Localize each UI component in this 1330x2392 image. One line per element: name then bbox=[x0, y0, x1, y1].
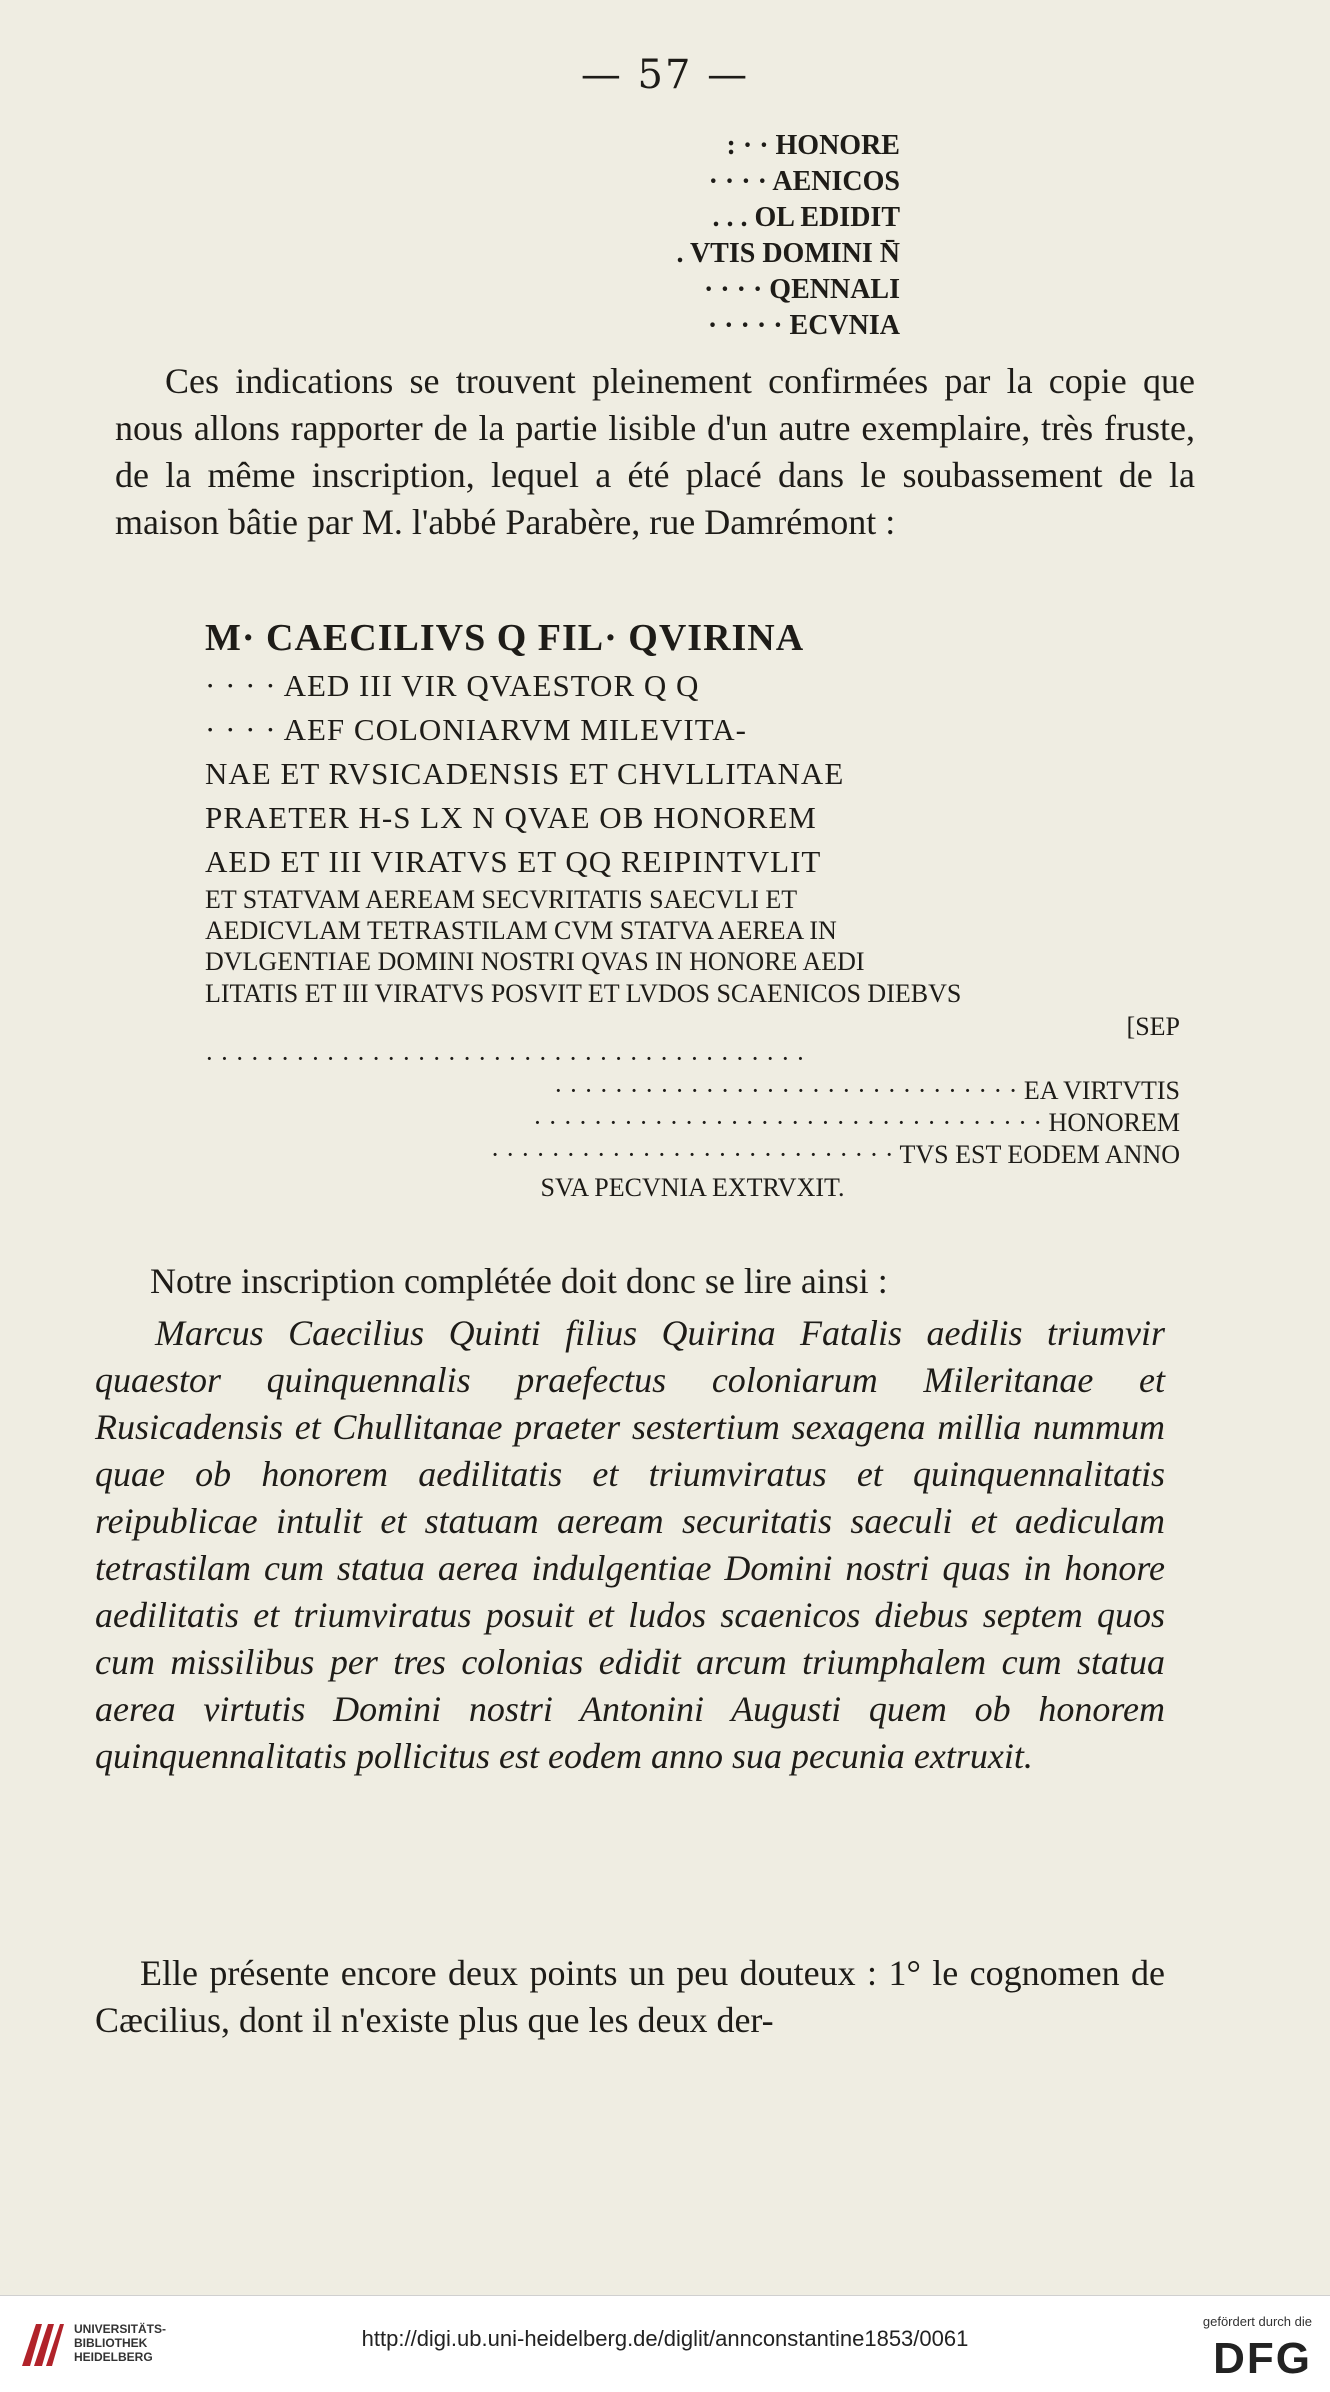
inscription-line: · · · · AEF COLONIARVM MILEVITA- bbox=[205, 712, 747, 747]
inscription-line: [SEP bbox=[1126, 1012, 1180, 1041]
university-library-logo-icon bbox=[16, 2316, 66, 2374]
inscription-line: AEDICVLAM TETRASTILAM CVM STATVA AEREA IN bbox=[205, 916, 837, 945]
inscription-line: · · · · · · · · · · · · · · · · · · · · · · · · · · · · · · · · · · · · · · · · bbox=[205, 1044, 805, 1073]
inscription-line: NAE ET RVSICADENSIS ET CHVLLITANAE bbox=[205, 756, 845, 791]
library-name: UNIVERSITÄTS- BIBLIOTHEK HEIDELBERG bbox=[74, 2322, 167, 2364]
paragraph-2: Notre inscription complétée doit donc se lire ainsi : bbox=[150, 1261, 888, 1301]
inscription-line: · · · · · · · · · · · · · · · · · · · · · · · · · · · · · · · · · · HONOREM bbox=[533, 1108, 1180, 1137]
inscription-line: · · · · AED III VIR QVAESTOR Q Q bbox=[205, 668, 700, 703]
inscription-line: LITATIS ET III VIRATVS POSVIT ET LVDOS SCAENICOS DIEBVS bbox=[205, 979, 962, 1008]
permalink-url[interactable]: http://digi.ub.uni-heidelberg.de/diglit/annconstantine1853/0061 bbox=[361, 2326, 969, 2351]
reading-paragraph: Marcus Caecilius Quinti filius Quirina Fatalis aedilis triumvir quaestor quinquennalis praefectus coloniarum Mileritanae et Rusicadensis et Chullitanae praeter sestertium sexagena millia nummum quae ob honorem aedilitatis et triumviratus et quinquennalitatis reipublicae intulit et statuam aeream securitatis saeculi et aediculam tetrastilam cum statua aerea indulgentiae Domini nostri quas in honore aedilitatis et triumviratus posuit et ludos scaenicos diebus septem quos cum missilibus per tres colonias edidit arcum triumphalem cum statua aerea virtutis Domini nostri Antonini Augusti quem ob honorem quinquennalitatis pollicitus est eodem anno sua pecunia extruxit. bbox=[95, 1313, 1165, 1776]
dfg-logo: DFG bbox=[1213, 2334, 1312, 2383]
fragment-line: . . . OL EDIDIT bbox=[712, 202, 900, 233]
inscription-line: M· CAECILIVS Q FIL· QVIRINA bbox=[205, 617, 805, 659]
fragment-line: · · · · AENICOS bbox=[708, 166, 900, 197]
fragment-line: · · · · QENNALI bbox=[703, 274, 900, 305]
paragraph-3: Elle présente encore deux points un peu douteux : 1° le cognomen de Cæcilius, dont il n'existe plus que les deux der- bbox=[95, 1953, 1165, 2040]
page-number: — 57 — bbox=[580, 52, 750, 98]
inscription-line: PRAETER H-S LX N QVAE OB HONOREM bbox=[205, 800, 817, 835]
inscription-line: AED ET III VIRATVS ET QQ REIPINTVLIT bbox=[205, 844, 822, 879]
paragraph-1: Ces indications se trouvent pleinement confirmées par la copie que nous allons rapporter de la partie lisible d'un autre exemplaire, très fruste, de la même inscription, lequel a été placé dans le soubassement de la maison bâtie par M. l'abbé Parabère, rue Damrémont : bbox=[115, 361, 1195, 542]
inscription-line: DVLGENTIAE DOMINI NOSTRI QVAS IN HONORE AEDI bbox=[205, 947, 865, 976]
inscription-line: SVA PECVNIA EXTRVXIT. bbox=[540, 1173, 845, 1202]
dfg-caption: gefördert durch die bbox=[1202, 2314, 1312, 2329]
inscription-block bbox=[205, 612, 1180, 1205]
fragment-line: · · · · · ECVNIA bbox=[707, 310, 900, 341]
inscription-line: · · · · · · · · · · · · · · · · · · · · · · · · · · · · · · · EA VIRTVTIS bbox=[553, 1076, 1180, 1105]
footer-bar bbox=[0, 2295, 1330, 2392]
inscription-line: ET STATVAM AEREAM SECVRITATIS SAECVLI ET bbox=[205, 885, 798, 914]
fragment-line: : · · HONORE bbox=[726, 130, 900, 161]
inscription-fragment bbox=[600, 128, 900, 344]
inscription-line: · · · · · · · · · · · · · · · · · · · · · · · · · · · TVS EST EODEM ANNO bbox=[490, 1140, 1180, 1169]
fragment-line: . VTIS DOMINI N̄ bbox=[676, 238, 900, 269]
